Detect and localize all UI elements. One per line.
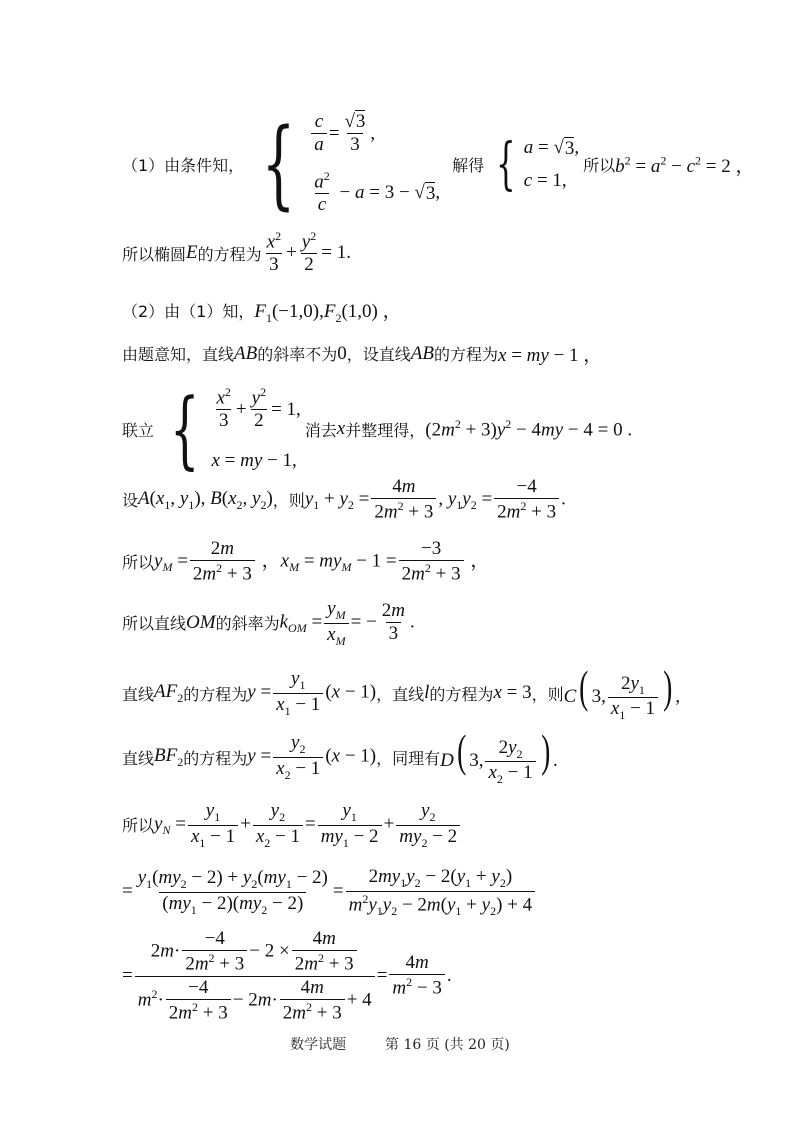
af2-text: 直线 <box>122 684 155 704</box>
vieta-formula: $y_1 + y_2$ = $\frac{4m}{2m^2 + 3}$ , $y_1y_2$ = $\frac{-4}{2m^2 + 3}$ . <box>304 476 566 523</box>
solution-system: { a = √ 3 , c = 1, <box>496 131 580 197</box>
line-combine-system: 联立 { $\frac{x^2}{3}$ + $\frac{y^2}{2}$ = 1, x = my − 1, 消去 x 并整理得， $(2m^2 + 3)y^2 - 4my - 4 = 0$ . <box>122 380 633 478</box>
line-af2: 直线 $AF_2$ 的方程为 y = $\frac{y_1}{x_1 - 1}$ (x − 1) ，直线 l 的方程为 x = 3 ，则 C( 3, $\frac{2y_1}{x_1 - 1}$ ) , <box>122 661 681 723</box>
midpoint-label: 所以 <box>122 553 155 573</box>
line-ab-text2: 的斜率不为 <box>257 345 338 364</box>
bf2-text3: ，同理有 <box>376 748 441 768</box>
af2-text5: ，则 <box>531 684 564 704</box>
af2-text3: ，直线 <box>376 684 425 704</box>
solve-text: 解得 <box>452 155 485 175</box>
vieta-text: ，则 <box>272 491 305 511</box>
footer-page-info: 第 16 页 (共 20 页) <box>385 1037 510 1053</box>
ellipse-text2: 的方程为 <box>197 244 262 264</box>
b-squared-formula: $b^2 = a^2 - c^2 = 2$ ， <box>615 153 755 177</box>
eliminate-text2: 并整理得， <box>345 420 426 440</box>
line-midpoint <box>122 538 489 586</box>
line-yn-step2 <box>122 866 537 918</box>
slope-om-formula: $k_{OM}$ = $\frac{y_M}{x_M}$ = − $\frac{2m}{3}$ . <box>279 598 415 648</box>
line-ab-text4: 的方程为 <box>433 345 498 364</box>
bf2-formula: y = $\frac{y_2}{x_2 - 1}$ (x − 1) <box>247 732 377 782</box>
line-slope-om: 所以直线 OM 的斜率为 $k_{OM}$ = $\frac{y_M}{x_M}$ = − $\frac{2m}{3}$ . <box>122 598 415 648</box>
af2-text2: 的方程为 <box>183 684 248 704</box>
part2-label: （2）由（1）知， <box>122 302 255 322</box>
yn-step2-formula: = $\frac{y_1(my_2 - 2) + y_2(my_1 - 2)}{(my_1 - 2)(my_2 - 2)}$ = $\frac{2my_1y_2 - 2(y_1 + y_2)}{m^2y_1y_2 - 2m(y_1 + y_2) + 4}$ <box>122 866 537 918</box>
slope-om-text2: 的斜率为 <box>215 614 280 634</box>
line-ab-text: 由题意知，直线 <box>122 345 235 364</box>
quadratic-formula: $(2m^2 + 3)y^2 - 4my - 4 = 0$ . <box>425 416 633 441</box>
line-ellipse-equation: 所以椭圆 E 的方程为 $\frac{x^2}{3}$ + $\frac{y^2}{2}$ = 1. <box>122 229 351 276</box>
combine-system: { $\frac{x^2}{3}$ + $\frac{y^2}{2}$ = 1, x = my − 1, <box>170 380 301 478</box>
foci-formula: $F_1(-1,0),F_2(1,0)$ ， <box>254 301 402 325</box>
yn-step3-formula: = 2m· $\frac{-4}{2m^2 + 3}$ − 2 × $\frac{4m}{2m^2 + 3}$ $m^2\cdot$ $\frac{-4}{2m^2 + 3}$ − 2m· $\frac{4m}{2m^2 + 3}$ + 4 = $\frac{4m}{m^2 - 3}$ . <box>122 928 452 1024</box>
line-line-ab: 由题意知，直线 AB 的斜率不为 0 ，设直线 AB 的方程为 x = my − 1 ， <box>122 340 602 367</box>
yn-formula: $y_N$ = $\frac{y_1}{x_1 - 1}$ + $\frac{y_2}{x_2 - 1}$ = $\frac{y_1}{my_1 - 2}$ + $\frac{y_2}{my_2 - 2}$ <box>154 800 462 850</box>
yn-label: 所以 <box>122 816 155 836</box>
bf2-text2: 的方程为 <box>183 748 248 768</box>
line-bf2: 直线 $BF_2$ 的方程为 y = $\frac{y_2}{x_2 - 1}$ (x − 1) ，同理有 D( 3, $\frac{2y_2}{x_2 - 1}$ ) . <box>122 725 558 787</box>
so-text: 所以 <box>583 155 616 175</box>
midpoint-formula: $y_M$ = $\frac{2m}{2m^2 + 3}$ ，$x_M = my_M - 1$ = $\frac{-3}{2m^2 + 3}$ ， <box>154 538 490 585</box>
af2-text4: 的方程为 <box>429 684 494 704</box>
footer-subject: 数学试题 <box>290 1037 347 1053</box>
point-d-formula: D( 3, $\frac{2y_2}{x_2 - 1}$ ) . <box>440 725 558 787</box>
vieta-label: 设 <box>122 491 139 511</box>
line-yn-step3 <box>122 928 452 1025</box>
ellipse-text: 所以椭圆 <box>122 244 187 264</box>
part1-label: （1）由条件知， <box>122 155 245 175</box>
point-c-formula: C( 3, $\frac{2y_1}{x_1 - 1}$ ) , <box>563 661 681 723</box>
line-part1-conditions <box>122 108 755 220</box>
ellipse-formula: $\frac{x^2}{3}$ + $\frac{y^2}{2}$ = 1. <box>266 229 351 276</box>
line-ab-text3: ，设直线 <box>346 345 411 364</box>
line-yn <box>122 800 462 850</box>
line-part2-foci <box>122 296 402 326</box>
line-vieta: 设 $A(x_1$, $y_1$), $B(x_2$, $y_2$) ，则 $y_1 + y_2$ = $\frac{4m}{2m^2 + 3}$ , $y_1y_2$ = $\frac{-4}{2m^2 + 3}$ . <box>122 476 566 523</box>
line-ab-formula: x = my − 1 ， <box>498 345 603 366</box>
condition-system: { $\frac{c}{a}$ = $\frac{√3}{3}$ , $\frac{a^2}{c}$ − a = 3 − √ 3 , <box>261 108 441 220</box>
af2-formula: y = $\frac{y_1}{x_1 - 1}$ (x − 1) <box>247 668 377 718</box>
eliminate-text: 消去 <box>304 420 337 440</box>
combine-label: 联立 <box>122 420 155 440</box>
page-footer <box>0 1034 800 1054</box>
bf2-text: 直线 <box>122 748 155 768</box>
slope-om-text: 所以直线 <box>122 614 187 634</box>
